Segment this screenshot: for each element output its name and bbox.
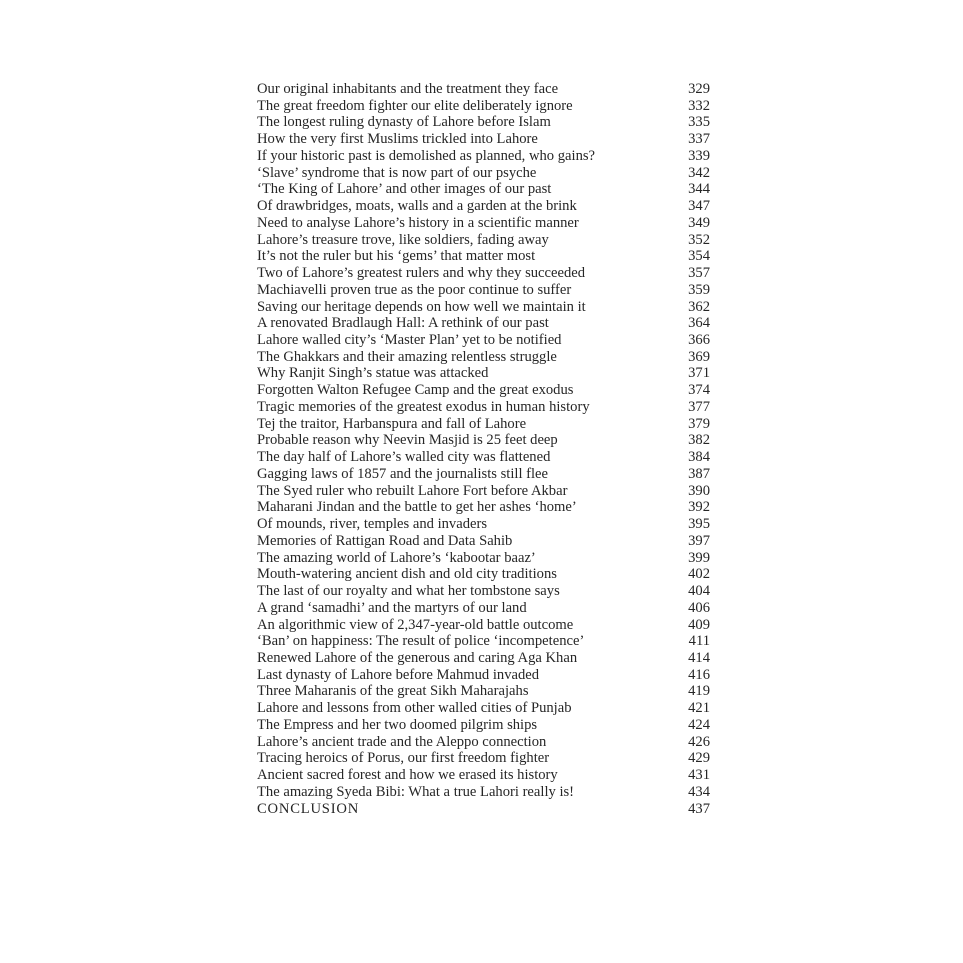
toc-entry-title: A renovated Bradlaugh Hall: A rethink of our past bbox=[257, 315, 549, 332]
toc-entry-page: 399 bbox=[688, 549, 710, 566]
toc-entry bbox=[257, 232, 710, 249]
toc-entry bbox=[257, 215, 710, 232]
toc-entry-page: 414 bbox=[688, 649, 710, 666]
toc-entry-title: Lahore’s treasure trove, like soldiers, fading away bbox=[257, 231, 549, 248]
toc-entry-page: 382 bbox=[688, 432, 710, 449]
toc-entry-title: Ancient sacred forest and how we erased its history bbox=[257, 767, 558, 784]
toc-entry bbox=[257, 165, 710, 182]
toc-entry bbox=[257, 114, 710, 131]
toc-entry-title: Saving our heritage depends on how well we maintain it bbox=[257, 298, 586, 315]
toc-entry bbox=[257, 449, 710, 466]
toc-entry-page: 332 bbox=[688, 97, 710, 114]
toc-entry bbox=[257, 332, 710, 349]
toc-entry-title: Tragic memories of the greatest exodus in human history bbox=[257, 398, 590, 415]
toc-entry bbox=[257, 466, 710, 483]
toc-entry-page: 397 bbox=[688, 532, 710, 549]
toc-entry bbox=[257, 432, 710, 449]
toc-entry-title: An algorithmic view of 2,347-year-old battle outcome bbox=[257, 616, 574, 633]
toc-entry-page: 366 bbox=[688, 332, 710, 349]
toc-entry bbox=[257, 533, 710, 550]
toc-entry-page: 426 bbox=[688, 733, 710, 750]
toc-entry-title: Tej the traitor, Harbanspura and fall of Lahore bbox=[257, 415, 527, 432]
toc-entry-title: Need to analyse Lahore’s history in a scientific manner bbox=[257, 214, 579, 231]
toc-entry bbox=[257, 416, 710, 433]
toc-entry-page: 354 bbox=[688, 248, 710, 265]
toc-entry-page: 344 bbox=[688, 181, 710, 198]
toc-entry-page: 352 bbox=[688, 231, 710, 248]
toc-entry-page: 406 bbox=[688, 599, 710, 616]
toc-entry bbox=[257, 717, 710, 734]
toc-entry-title: Two of Lahore’s greatest rulers and why they succeeded bbox=[257, 265, 586, 282]
toc-entry-page: 329 bbox=[688, 81, 710, 97]
toc-entry-title: Tracing heroics of Porus, our first freedom fighter bbox=[257, 750, 550, 767]
toc-entry-page: 404 bbox=[688, 583, 710, 600]
toc-entry-page: 419 bbox=[688, 683, 710, 700]
toc-entry bbox=[257, 600, 710, 617]
toc-entry-title: Probable reason why Neevin Masjid is 25 feet deep bbox=[257, 432, 558, 449]
toc-entry bbox=[257, 483, 710, 500]
toc-entry bbox=[257, 516, 710, 533]
toc-entry-title: The Syed ruler who rebuilt Lahore Fort before Akbar bbox=[257, 482, 568, 499]
toc-entry bbox=[257, 131, 710, 148]
toc-entry-title: How the very first Muslims trickled into Lahore bbox=[257, 131, 538, 148]
toc-entry bbox=[257, 382, 710, 399]
toc-entry-title: Why Ranjit Singh’s statue was attacked bbox=[257, 365, 489, 382]
toc-list bbox=[257, 81, 710, 817]
toc-entry-title: The amazing world of Lahore’s ‘kabootar baaz’ bbox=[257, 549, 536, 566]
toc-entry-page: 364 bbox=[688, 315, 710, 332]
toc-entry-page: 392 bbox=[688, 499, 710, 516]
toc-entry bbox=[257, 499, 710, 516]
toc-entry-title: ‘Ban’ on happiness: The result of police ‘incompetence’ bbox=[257, 633, 585, 650]
toc-entry bbox=[257, 550, 710, 567]
toc-entry-title: Our original inhabitants and the treatment they face bbox=[257, 81, 559, 97]
toc-entry-title: Mouth-watering ancient dish and old city traditions bbox=[257, 566, 557, 583]
toc-entry-title: The last of our royalty and what her tombstone says bbox=[257, 583, 560, 600]
toc-entry-page: 362 bbox=[688, 298, 710, 315]
toc-entry-page: 387 bbox=[688, 465, 710, 482]
toc-entry-title: Machiavelli proven true as the poor continue to suffer bbox=[257, 281, 572, 298]
toc-entry-page: 369 bbox=[688, 348, 710, 365]
toc-entry bbox=[257, 750, 710, 767]
toc-entry-title: The Ghakkars and their amazing relentless struggle bbox=[257, 348, 557, 365]
toc-entry-title: Lahore’s ancient trade and the Aleppo connection bbox=[257, 733, 547, 750]
toc-entry bbox=[257, 767, 710, 784]
toc-entry bbox=[257, 801, 710, 818]
toc-entry-title: The Empress and her two doomed pilgrim ships bbox=[257, 716, 538, 733]
toc-entry-page: 402 bbox=[688, 566, 710, 583]
toc-entry bbox=[257, 198, 710, 215]
toc-entry-title: The longest ruling dynasty of Lahore before Islam bbox=[257, 114, 551, 131]
toc-entry-page: 434 bbox=[688, 783, 710, 800]
toc-entry-title: Memories of Rattigan Road and Data Sahib bbox=[257, 532, 513, 549]
toc-entry-page: 377 bbox=[688, 398, 710, 415]
toc-entry bbox=[257, 583, 710, 600]
toc-entry-page: 337 bbox=[688, 131, 710, 148]
toc-entry-title: ‘The King of Lahore’ and other images of our past bbox=[257, 181, 552, 198]
toc-entry bbox=[257, 700, 710, 717]
toc-entry-page: 359 bbox=[688, 281, 710, 298]
toc-entry-page: 411 bbox=[688, 633, 710, 650]
toc-entry-title: Maharani Jindan and the battle to get her ashes ‘home’ bbox=[257, 499, 577, 516]
toc-entry bbox=[257, 734, 710, 751]
toc-entry-title: CONCLUSION bbox=[257, 800, 360, 817]
toc-entry bbox=[257, 282, 710, 299]
toc-entry-title: Renewed Lahore of the generous and caring Aga Khan bbox=[257, 649, 578, 666]
toc-entry-page: 384 bbox=[688, 449, 710, 466]
toc-entry bbox=[257, 265, 710, 282]
toc-entry-page: 335 bbox=[688, 114, 710, 131]
toc-entry-page: 357 bbox=[688, 265, 710, 282]
toc-entry-page: 342 bbox=[688, 164, 710, 181]
toc-entry-page: 395 bbox=[688, 516, 710, 533]
toc-entry bbox=[257, 633, 710, 650]
toc-entry-title: Of mounds, river, temples and invaders bbox=[257, 516, 488, 533]
toc-entry-title: The great freedom fighter our elite deliberately ignore bbox=[257, 97, 573, 114]
toc-entry-title: Of drawbridges, moats, walls and a garden at the brink bbox=[257, 198, 577, 215]
toc-entry bbox=[257, 98, 710, 115]
toc-entry bbox=[257, 365, 710, 382]
toc-entry bbox=[257, 617, 710, 634]
toc-entry-title: The amazing Syeda Bibi: What a true Lahori really is! bbox=[257, 783, 575, 800]
toc-entry-page: 379 bbox=[688, 415, 710, 432]
toc-entry bbox=[257, 667, 710, 684]
toc-entry-page: 347 bbox=[688, 198, 710, 215]
toc-entry bbox=[257, 399, 710, 416]
toc-entry-page: 421 bbox=[688, 700, 710, 717]
toc-entry bbox=[257, 315, 710, 332]
toc-entry bbox=[257, 248, 710, 265]
toc-entry-title: A grand ‘samadhi’ and the martyrs of our land bbox=[257, 599, 527, 616]
toc-entry bbox=[257, 181, 710, 198]
toc-entry-title: Last dynasty of Lahore before Mahmud invaded bbox=[257, 666, 540, 683]
toc-entry-title: ‘Slave’ syndrome that is now part of our psyche bbox=[257, 164, 537, 181]
toc-entry-title: The day half of Lahore’s walled city was flattened bbox=[257, 449, 551, 466]
toc-entry-title: Three Maharanis of the great Sikh Maharajahs bbox=[257, 683, 529, 700]
toc-entry-page: 431 bbox=[688, 767, 710, 784]
toc-entry bbox=[257, 566, 710, 583]
toc-entry-page: 424 bbox=[688, 716, 710, 733]
toc-entry bbox=[257, 683, 710, 700]
toc-entry-title: Forgotten Walton Refugee Camp and the great exodus bbox=[257, 382, 574, 399]
toc-entry-title: Gagging laws of 1857 and the journalists still flee bbox=[257, 465, 549, 482]
toc-entry bbox=[257, 784, 710, 801]
toc-entry-page: 349 bbox=[688, 214, 710, 231]
toc-entry bbox=[257, 148, 710, 165]
toc-entry-page: 390 bbox=[688, 482, 710, 499]
toc-entry-page: 371 bbox=[688, 365, 710, 382]
toc-entry bbox=[257, 299, 710, 316]
toc-entry-page: 437 bbox=[688, 800, 710, 817]
toc-entry bbox=[257, 81, 710, 98]
toc-entry-page: 409 bbox=[688, 616, 710, 633]
toc-entry bbox=[257, 349, 710, 366]
toc-entry bbox=[257, 650, 710, 667]
toc-entry-title: If your historic past is demolished as planned, who gains? bbox=[257, 147, 596, 164]
toc-entry-page: 416 bbox=[688, 666, 710, 683]
toc-entry-page: 429 bbox=[688, 750, 710, 767]
toc-entry-title: It’s not the ruler but his ‘gems’ that matter most bbox=[257, 248, 536, 265]
toc-entry-page: 339 bbox=[688, 147, 710, 164]
toc-entry-page: 374 bbox=[688, 382, 710, 399]
toc-entry-title: Lahore and lessons from other walled cities of Punjab bbox=[257, 700, 572, 717]
toc-entry-title: Lahore walled city’s ‘Master Plan’ yet to be notified bbox=[257, 332, 562, 349]
